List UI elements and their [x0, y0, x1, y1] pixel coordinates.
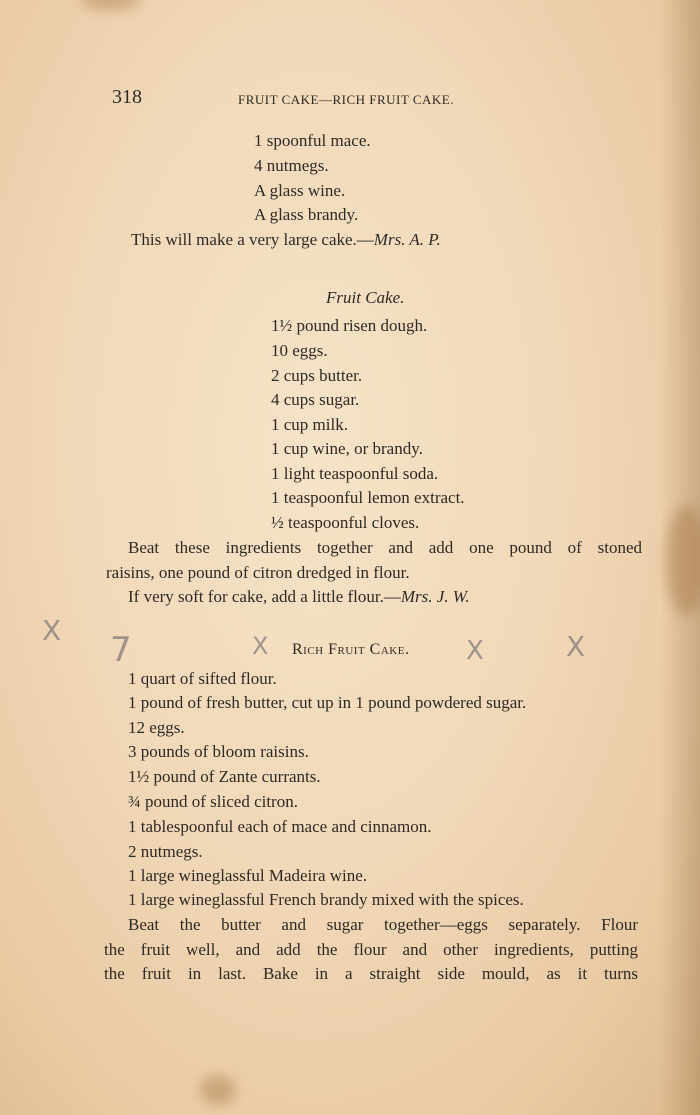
- ingredient-line: 2 cups butter.: [271, 366, 363, 385]
- pencil-mark: X: [252, 632, 269, 660]
- ingredient-line: ¾ pound of sliced citron.: [128, 792, 298, 811]
- recipe-note: [131, 228, 441, 252]
- ingredient-line: 1 light teaspoonful soda.: [271, 464, 439, 483]
- ingredient-line: 1½ pound risen dough.: [271, 316, 428, 335]
- pencil-mark: 7: [110, 630, 132, 670]
- ingredient-line: 1 quart of sifted flour.: [128, 669, 277, 688]
- stain-top: [80, 0, 140, 10]
- ingredient-line: 1 large wineglassful French brandy mixed with the spices.: [128, 890, 524, 909]
- ingredient-line: 4 cups sugar.: [271, 390, 360, 409]
- instruction-line: raisins, one pound of citron dredged in flour.: [106, 563, 410, 582]
- ingredient-line: 1 cup wine, or brandy.: [271, 439, 423, 458]
- ingredient-line: 1 tablespoonful each of mace and cinnamon.: [128, 817, 432, 836]
- ingredient-line: 1 spoonful mace.: [254, 131, 371, 150]
- attribution: Mrs. A. P.: [373, 230, 441, 249]
- ingredient-line: 10 eggs.: [271, 341, 328, 360]
- instruction-line: the fruit in last. Bake in a straight side mould, as it turns: [104, 964, 638, 983]
- recipe-title: Fruit Cake.: [326, 288, 405, 307]
- ingredient-line: 4 nutmegs.: [254, 156, 329, 175]
- attribution: Mrs. J. W.: [400, 587, 470, 606]
- page-header: [112, 86, 532, 110]
- ingredient-line: 1 teaspoonful lemon extract.: [271, 488, 465, 507]
- ingredient-line: 12 eggs.: [128, 718, 185, 737]
- instruction-line: [128, 585, 470, 609]
- ingredient-line: A glass brandy.: [254, 205, 359, 224]
- ingredient-line: 2 nutmegs.: [128, 842, 203, 861]
- pencil-mark: X: [466, 636, 484, 666]
- instruction-line: Beat these ingredients together and add one pound of stoned: [128, 538, 642, 557]
- recipe-title: Rich Fruit Cake.: [292, 641, 410, 658]
- ingredient-line: A glass wine.: [254, 181, 346, 200]
- stain-bottom: [200, 1075, 236, 1105]
- note-text: This will make a very large cake.—: [131, 230, 374, 249]
- ingredient-line: 1½ pound of Zante currants.: [128, 767, 321, 786]
- ingredient-line: ½ teaspoonful cloves.: [271, 513, 420, 532]
- pencil-mark: X: [566, 630, 586, 663]
- instruction-line: Beat the butter and sugar together—eggs separately. Flour: [128, 915, 638, 934]
- running-head: FRUIT CAKE—RICH FRUIT CAKE.: [238, 92, 454, 107]
- ingredient-line: 1 pound of fresh butter, cut up in 1 pound powdered sugar.: [128, 693, 527, 712]
- ingredient-line: 1 large wineglassful Madeira wine.: [128, 866, 368, 885]
- ingredient-line: 3 pounds of bloom raisins.: [128, 742, 309, 761]
- instruction-text: If very soft for cake, add a little flour.—: [128, 587, 401, 606]
- stain-right: [666, 505, 700, 615]
- pencil-mark: X: [42, 614, 62, 647]
- ingredient-line: 1 cup milk.: [271, 415, 348, 434]
- instruction-line: the fruit well, and add the flour and other ingredients, putting: [104, 940, 638, 959]
- page-number: 318: [112, 86, 142, 108]
